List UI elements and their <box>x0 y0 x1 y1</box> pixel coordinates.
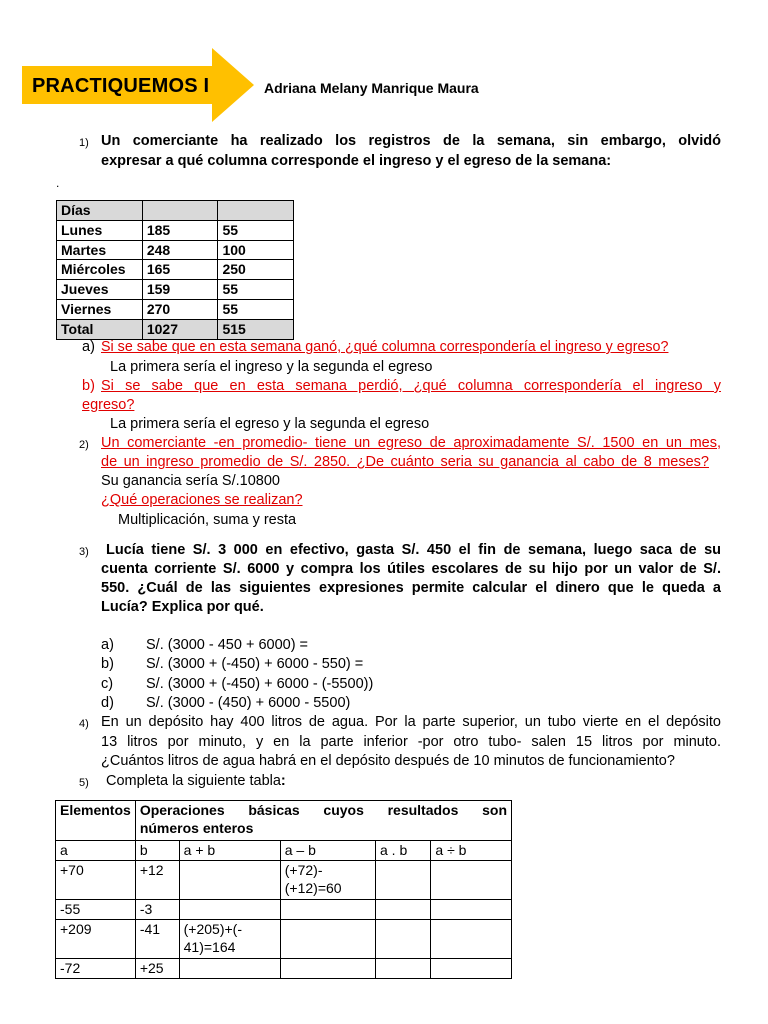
table-cell[interactable] <box>179 920 280 959</box>
table-cell[interactable] <box>431 900 512 920</box>
table-row <box>57 260 294 280</box>
header-operations-line-1: Operaciones básicas cuyos resultados son <box>139 802 507 818</box>
table-cell: Jueves <box>57 280 143 300</box>
table-cell: 100 <box>218 240 294 260</box>
table-cell: -3 <box>135 900 179 920</box>
banner-title: PRACTIQUEMOS I <box>32 75 210 97</box>
question-3-line-3: 550. ¿Cuál de las siguientes expresiones permite calcular el dinero que le queda a <box>101 580 721 596</box>
question-1b-line-1: Si se sabe que en esta semana perdió, ¿qué columna correspondería el ingreso y <box>101 378 721 394</box>
column-quotient: a ÷ b <box>431 841 512 861</box>
author-name: Adriana Melany Manrique Maura <box>264 80 479 96</box>
table-cell[interactable] <box>375 959 430 979</box>
table-row <box>56 900 512 920</box>
header-operations <box>135 801 511 841</box>
table-columns-row <box>56 841 512 861</box>
table-cell: 515 <box>218 319 294 339</box>
table-cell <box>142 201 218 221</box>
question-4-line-2: 13 litros por minuto, y en la parte inferior -por otro tubo- salen 15 litros por minuto. <box>101 734 721 750</box>
weekly-records-table <box>56 200 294 340</box>
question-2-line-2: de un ingreso promedio de S/. 2850. ¿De cuánto seria su ganancia al cabo de 8 meses? <box>101 454 709 470</box>
table-cell: Días <box>57 201 143 221</box>
table-cell: +70 <box>56 861 136 900</box>
table-row <box>57 299 294 319</box>
table-cell: 270 <box>142 299 218 319</box>
option-b-label: b) <box>101 656 114 672</box>
table-cell: 1027 <box>142 319 218 339</box>
table-cell: +12 <box>135 861 179 900</box>
question-2-answer-1 <box>101 472 280 491</box>
option-b-text: S/. (3000 + (-450) + 6000 - 550) = <box>146 656 364 672</box>
table-cell[interactable] <box>431 861 512 900</box>
table-cell[interactable] <box>431 920 512 959</box>
table-cell: 185 <box>142 220 218 240</box>
table-cell: 55 <box>218 299 294 319</box>
table-cell <box>218 201 294 221</box>
table-cell[interactable] <box>179 861 280 900</box>
question-4-line-1: En un depósito hay 400 litros de agua. Por la parte superior, un tubo vierte en el depósito <box>101 714 721 730</box>
table-row <box>56 920 512 959</box>
table-cell: 159 <box>142 280 218 300</box>
column-difference: a – b <box>280 841 375 861</box>
column-b: b <box>135 841 179 861</box>
table-cell: 55 <box>218 220 294 240</box>
table-cell[interactable] <box>375 900 430 920</box>
option-a-label: a) <box>101 637 114 653</box>
question-2-question-2: ¿Qué operaciones se realizan? <box>101 492 303 508</box>
table-row <box>57 220 294 240</box>
table-total-row <box>57 319 294 339</box>
cell-line: (+205)+(- <box>183 921 242 937</box>
question-2-answer-2: Multiplicación, suma y resta <box>118 512 297 528</box>
cell-line: (+72)- <box>284 862 323 878</box>
question-1a-answer: La primera sería el ingreso y la segunda el egreso <box>110 359 433 375</box>
question-1b-answer: La primera sería el egreso y la segunda el egreso <box>110 416 430 432</box>
header-elements: Elementos <box>56 801 136 841</box>
question-1a-text: Si se sabe que en esta semana ganó, ¿qué columna correspondería el ingreso y egreso? <box>101 339 669 355</box>
table-cell[interactable] <box>280 861 375 900</box>
table-cell[interactable] <box>179 959 280 979</box>
option-a-text: S/. (3000 - 450 + 6000) = <box>146 637 309 653</box>
table-cell: -41 <box>135 920 179 959</box>
question-5-text <box>106 772 286 791</box>
question-1-line-2: expresar a qué columna corresponde el ingreso y el egreso de la semana: <box>101 153 612 169</box>
table-cell: Viernes <box>57 299 143 319</box>
table-cell[interactable] <box>179 900 280 920</box>
title-banner <box>22 48 254 122</box>
question-1b-label: b) <box>82 378 95 394</box>
table-cell: 250 <box>218 260 294 280</box>
cell-line: (+12)=60 <box>284 880 342 896</box>
table-row <box>57 280 294 300</box>
option-c-text: S/. (3000 + (-450) + 6000 - (-5500)) <box>146 676 374 692</box>
question-3-line-1: Lucía tiene S/. 3 000 en efectivo, gasta S/. 450 el fin de semana, luego saca de su <box>106 542 721 558</box>
column-product: a . b <box>375 841 430 861</box>
cell-line: 41)=164 <box>183 939 236 955</box>
table-header-row <box>56 801 512 841</box>
table-cell[interactable] <box>280 959 375 979</box>
table-cell[interactable] <box>280 900 375 920</box>
table-cell: 165 <box>142 260 218 280</box>
question-3-number: 3) <box>79 546 89 558</box>
answer-text: Su ganancia sería S/.10800 <box>101 473 280 489</box>
table-row <box>56 861 512 900</box>
table-cell: Lunes <box>57 220 143 240</box>
option-d-text: S/. (3000 - (450) + 6000 - 5500) <box>146 695 351 711</box>
table-cell: Miércoles <box>57 260 143 280</box>
question-4-line-3: ¿Cuántos litros de agua habrá en el depósito después de 10 minutos de funcionamiento? <box>101 753 675 769</box>
table-cell[interactable] <box>431 959 512 979</box>
question-3-line-4: Lucía? Explica por qué. <box>101 599 264 615</box>
table-row <box>57 240 294 260</box>
table-cell: Total <box>57 319 143 339</box>
header-operations-line-2: números enteros <box>139 820 254 836</box>
question-2-line-1: Un comerciante -en promedio- tiene un egreso de aproximadamente S/. 1500 en un mes, <box>101 435 721 451</box>
option-c-label: c) <box>101 676 114 692</box>
table-cell: +25 <box>135 959 179 979</box>
question-3-line-2: cuenta corriente S/. 6000 y compra los útiles escolares de su hijo por un valor de S/. <box>101 561 721 577</box>
table-cell: Martes <box>57 240 143 260</box>
column-sum: a + b <box>179 841 280 861</box>
integer-operations-table <box>55 800 512 979</box>
column-a: a <box>56 841 136 861</box>
question-4-number: 4) <box>79 718 89 730</box>
table-cell[interactable] <box>375 920 430 959</box>
option-d-label: d) <box>101 695 114 711</box>
question-1a-label: a) <box>82 339 95 355</box>
question-5-number: 5) <box>79 777 89 789</box>
table-row <box>56 959 512 979</box>
table-cell: -72 <box>56 959 136 979</box>
question-5-prefix: Completa la siguiente tabla <box>106 773 281 789</box>
question-2-number: 2) <box>79 439 89 451</box>
stray-dot: . <box>56 176 60 190</box>
question-1-line-1: Un comerciante ha realizado los registros de la semana, sin embargo, olvidó <box>101 133 721 149</box>
table-cell: 55 <box>218 280 294 300</box>
table-cell[interactable] <box>280 920 375 959</box>
question-5-colon: : <box>280 773 286 789</box>
table-cell: -55 <box>56 900 136 920</box>
question-1-number: 1) <box>79 137 89 149</box>
table-cell: +209 <box>56 920 136 959</box>
table-header-row <box>57 201 294 221</box>
table-cell: 248 <box>142 240 218 260</box>
question-1b-line-2: egreso? <box>82 397 135 413</box>
table-cell[interactable] <box>375 861 430 900</box>
